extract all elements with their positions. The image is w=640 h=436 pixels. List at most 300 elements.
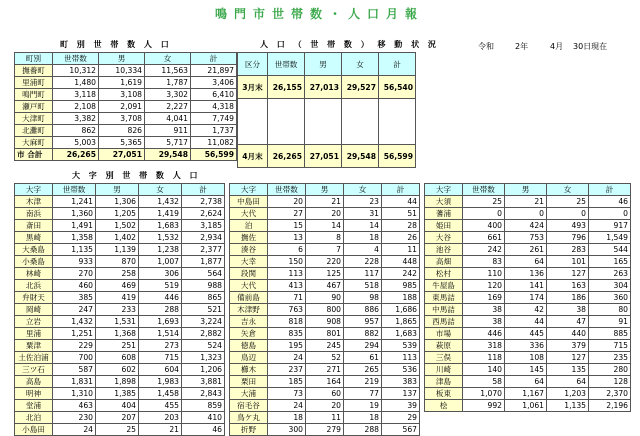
aza-name: 高島 <box>15 376 53 388</box>
machi-name: 大麻町 <box>15 137 53 149</box>
aza-name: 鳥ケ丸 <box>230 412 268 424</box>
aza-cell: 1,419 <box>139 208 182 220</box>
aza-cell: 1,203 <box>547 388 589 400</box>
aza-cell: 101 <box>547 256 589 268</box>
aza-cell: 135 <box>547 364 589 376</box>
aza-cell: 446 <box>463 328 505 340</box>
aza-cell: 38 <box>463 316 505 328</box>
movement-col-header: 区分 <box>238 53 268 76</box>
aza-cell: 1,238 <box>139 244 182 256</box>
aza-name: 林崎 <box>15 268 53 280</box>
aza-col-header: 女 <box>139 184 182 196</box>
machi-col-header: 町別 <box>15 53 53 65</box>
aza-cell: 51 <box>382 208 420 220</box>
aza-cell: 203 <box>139 412 182 424</box>
aza-cell: 0 <box>589 208 631 220</box>
aza-cell: 185 <box>268 376 306 388</box>
aza-row <box>230 412 420 424</box>
aza-col-header: 世帯数 <box>268 184 306 196</box>
machi-name: 撫養町 <box>15 65 53 77</box>
aza-cell: 1,135 <box>547 400 589 412</box>
aza-name: 木津 <box>15 196 53 208</box>
aza-row <box>15 340 225 352</box>
aza-cell: 835 <box>268 328 306 340</box>
aza-row <box>230 400 420 412</box>
aza-col-header: 世帯数 <box>53 184 96 196</box>
aza-cell: 125 <box>306 268 344 280</box>
aza-row <box>15 244 225 256</box>
movement-cell: 29,527 <box>342 76 379 99</box>
aza-cell: 283 <box>547 244 589 256</box>
aza-row <box>230 208 420 220</box>
movement-cell: 27,013 <box>305 76 342 99</box>
aza-cell: 294 <box>344 340 382 352</box>
aza-cell: 1,061 <box>505 400 547 412</box>
aza-name: 黒崎 <box>15 232 53 244</box>
aza-name: 大桑島 <box>15 244 53 256</box>
aza-cell: 493 <box>547 220 589 232</box>
aza-name: 徳島 <box>230 340 268 352</box>
aza-cell: 25 <box>547 196 589 208</box>
aza-cell: 519 <box>139 280 182 292</box>
aza-cell: 753 <box>505 232 547 244</box>
machi-cell: 2,227 <box>145 101 191 113</box>
aza-cell: 237 <box>268 364 306 376</box>
aza-cell: 242 <box>382 268 420 280</box>
aza-cell: 137 <box>382 388 420 400</box>
machi-name: 大津町 <box>15 113 53 125</box>
aza-cell: 1,139 <box>96 244 139 256</box>
aza-cell: 20 <box>306 208 344 220</box>
aza-name: 撫佐 <box>230 232 268 244</box>
aza-name: 池谷 <box>425 244 463 256</box>
date-era: 令和 <box>478 42 494 51</box>
aza-cell: 379 <box>547 340 589 352</box>
aza-cell: 61 <box>344 352 382 364</box>
machi-cell: 5,365 <box>99 137 145 149</box>
aza-cell: 14 <box>344 220 382 232</box>
aza-cell: 1,241 <box>53 196 96 208</box>
aza-cell: 2,624 <box>182 208 225 220</box>
aza-cell: 220 <box>306 256 344 268</box>
aza-cell: 136 <box>505 268 547 280</box>
aza-cell: 463 <box>53 400 96 412</box>
aza-row <box>230 232 420 244</box>
aza-cell: 3,185 <box>182 220 225 232</box>
aza-name: 三ツ石 <box>15 364 53 376</box>
aza-cell: 270 <box>53 268 96 280</box>
aza-cell: 23 <box>344 196 382 208</box>
aza-cell: 14 <box>306 220 344 232</box>
aza-cell: 25 <box>96 424 139 436</box>
aza-cell: 567 <box>382 424 420 436</box>
aza-name: 大代 <box>230 280 268 292</box>
aza-name: 土佐泊浦 <box>15 352 53 364</box>
aza-row <box>425 352 631 364</box>
aza-cell: 261 <box>505 244 547 256</box>
aza-row <box>230 364 420 376</box>
aza-row <box>425 268 631 280</box>
aza-cell: 1,693 <box>139 316 182 328</box>
aza-row <box>15 280 225 292</box>
aza-table-1 <box>14 183 225 436</box>
aza-cell: 140 <box>463 364 505 376</box>
machi-col-header: 男 <box>99 53 145 65</box>
aza-cell: 336 <box>505 340 547 352</box>
machi-cell: 2,108 <box>53 101 99 113</box>
aza-row <box>425 304 631 316</box>
aza-cell: 117 <box>344 268 382 280</box>
aza-cell: 1,167 <box>505 388 547 400</box>
aza-cell: 988 <box>182 280 225 292</box>
aza-cell: 118 <box>463 352 505 364</box>
aza-cell: 21 <box>306 196 344 208</box>
aza-cell: 263 <box>589 268 631 280</box>
aza-cell: 1,531 <box>96 316 139 328</box>
aza-cell: 18 <box>344 232 382 244</box>
aza-cell: 42 <box>505 304 547 316</box>
aza-heading: 大 字 別 世 帯 数 人 口 <box>72 171 201 180</box>
aza-cell: 985 <box>382 280 420 292</box>
aza-name: 桧 <box>425 400 463 412</box>
aza-cell: 60 <box>306 388 344 400</box>
aza-name: 板東 <box>425 388 463 400</box>
aza-cell: 661 <box>463 232 505 244</box>
aza-cell: 265 <box>344 364 382 376</box>
aza-cell: 1,898 <box>96 376 139 388</box>
aza-cell: 3,224 <box>182 316 225 328</box>
machi-total-row <box>15 149 237 161</box>
aza-cell: 518 <box>344 280 382 292</box>
movement-row-march <box>238 76 416 99</box>
machi-name: 里浦町 <box>15 77 53 89</box>
aza-name: 市場 <box>425 328 463 340</box>
aza-cell: 19 <box>344 400 382 412</box>
aza-cell: 165 <box>589 256 631 268</box>
aza-col-header: 男 <box>96 184 139 196</box>
aza-cell: 71 <box>268 292 306 304</box>
aza-name: 牛屋島 <box>425 280 463 292</box>
aza-cell: 247 <box>53 304 96 316</box>
aza-cell: 0 <box>463 208 505 220</box>
machi-cell: 11,563 <box>145 65 191 77</box>
aza-cell: 1,683 <box>139 220 182 232</box>
machi-name: 鳴門町 <box>15 89 53 101</box>
movement-cell: 26,265 <box>268 145 305 168</box>
aza-cell: 1,549 <box>589 232 631 244</box>
aza-cell: 445 <box>505 328 547 340</box>
aza-cell: 469 <box>96 280 139 292</box>
aza-cell: 1,205 <box>96 208 139 220</box>
aza-cell: 404 <box>96 400 139 412</box>
aza-row <box>230 376 420 388</box>
aza-cell: 52 <box>306 352 344 364</box>
aza-cell: 77 <box>344 388 382 400</box>
aza-cell: 83 <box>463 256 505 268</box>
aza-cell: 1,368 <box>96 328 139 340</box>
aza-cell: 127 <box>547 268 589 280</box>
aza-cell: 2,882 <box>182 328 225 340</box>
aza-cell: 524 <box>182 340 225 352</box>
aza-cell: 39 <box>382 400 420 412</box>
aza-name: 備前島 <box>230 292 268 304</box>
movement-col-header: 女 <box>342 53 379 76</box>
aza-name: 松村 <box>425 268 463 280</box>
aza-cell: 604 <box>139 364 182 376</box>
aza-cell: 27 <box>268 208 306 220</box>
date-year: 2年 <box>515 42 529 51</box>
machi-cell: 911 <box>145 125 191 137</box>
aza-cell: 933 <box>53 256 96 268</box>
aza-cell: 6 <box>268 244 306 256</box>
machi-row <box>15 77 237 89</box>
machi-col-header: 女 <box>145 53 191 65</box>
aza-cell: 700 <box>53 352 96 364</box>
aza-row <box>425 220 631 232</box>
aza-name: 三俣 <box>425 352 463 364</box>
aza-cell: 20 <box>306 400 344 412</box>
aza-cell: 413 <box>268 280 306 292</box>
aza-cell: 24 <box>268 400 306 412</box>
aza-cell: 24 <box>53 424 96 436</box>
aza-cell: 306 <box>139 268 182 280</box>
aza-name: 東馬詰 <box>425 292 463 304</box>
movement-cell: 26,155 <box>268 76 305 99</box>
aza-cell: 288 <box>344 424 382 436</box>
aza-cell: 544 <box>589 244 631 256</box>
aza-cell: 251 <box>96 340 139 352</box>
aza-row <box>230 352 420 364</box>
machi-table <box>14 52 237 161</box>
aza-row <box>15 208 225 220</box>
aza-cell: 242 <box>463 244 505 256</box>
aza-cell: 410 <box>182 412 225 424</box>
aza-row <box>15 196 225 208</box>
aza-row <box>425 244 631 256</box>
aza-cell: 273 <box>139 340 182 352</box>
aza-col-header: 女 <box>547 184 589 196</box>
aza-cell: 419 <box>96 292 139 304</box>
aza-name: 北浜 <box>15 280 53 292</box>
aza-cell: 957 <box>344 316 382 328</box>
aza-row <box>230 256 420 268</box>
aza-cell: 2,843 <box>182 388 225 400</box>
aza-name: 折野 <box>230 424 268 436</box>
aza-cell: 801 <box>306 328 344 340</box>
aza-cell: 1,831 <box>53 376 96 388</box>
aza-cell: 169 <box>463 292 505 304</box>
aza-cell: 1,877 <box>182 256 225 268</box>
aza-cell: 1,491 <box>53 220 96 232</box>
machi-cell: 7,749 <box>191 113 237 125</box>
aza-cell: 917 <box>589 220 631 232</box>
aza-col-header: 計 <box>182 184 225 196</box>
aza-row <box>15 376 225 388</box>
total-cell: 56,599 <box>191 149 237 161</box>
aza-name: 高畑 <box>425 256 463 268</box>
aza-row <box>230 220 420 232</box>
aza-cell: 98 <box>344 292 382 304</box>
aza-cell: 870 <box>96 256 139 268</box>
aza-cell: 440 <box>547 328 589 340</box>
aza-cell: 587 <box>53 364 96 376</box>
aza-row <box>230 268 420 280</box>
aza-row <box>425 388 631 400</box>
aza-cell: 1,683 <box>382 328 420 340</box>
machi-header-row <box>15 53 237 65</box>
aza-name: 吉永 <box>230 316 268 328</box>
aza-cell: 455 <box>139 400 182 412</box>
aza-row <box>15 232 225 244</box>
machi-cell: 3,108 <box>99 89 145 101</box>
movement-period: 3月末 <box>238 76 268 99</box>
aza-cell: 21 <box>139 424 182 436</box>
machi-name: 瀬戸町 <box>15 101 53 113</box>
aza-cell: 385 <box>53 292 96 304</box>
aza-name: 津島 <box>425 376 463 388</box>
aza-cell: 233 <box>96 304 139 316</box>
machi-cell: 4,318 <box>191 101 237 113</box>
machi-cell: 10,312 <box>53 65 99 77</box>
aza-cell: 763 <box>268 304 306 316</box>
aza-cell: 318 <box>463 340 505 352</box>
movement-cell: 29,548 <box>342 145 379 168</box>
aza-row <box>230 244 420 256</box>
aza-cell: 18 <box>344 412 382 424</box>
aza-cell: 230 <box>53 412 96 424</box>
aza-cell: 1,402 <box>96 232 139 244</box>
total-label: 市 合計 <box>15 149 53 161</box>
aza-cell: 1,251 <box>53 328 96 340</box>
aza-name: 湊谷 <box>230 244 268 256</box>
aza-cell: 1,206 <box>182 364 225 376</box>
aza-cell: 908 <box>306 316 344 328</box>
aza-cell: 113 <box>268 268 306 280</box>
aza-cell: 446 <box>139 292 182 304</box>
aza-cell: 467 <box>306 280 344 292</box>
aza-cell: 271 <box>306 364 344 376</box>
aza-col-header: 計 <box>589 184 631 196</box>
aza-cell: 1,070 <box>463 388 505 400</box>
aza-row <box>425 196 631 208</box>
movement-heading: 人 口 （ 世 帯 数 ） 移 動 状 況 <box>260 40 439 49</box>
aza-cell: 1,983 <box>139 376 182 388</box>
aza-cell: 18 <box>268 412 306 424</box>
aza-cell: 91 <box>589 316 631 328</box>
aza-cell: 460 <box>53 280 96 292</box>
aza-cell: 1,323 <box>182 352 225 364</box>
aza-name: 粟津 <box>15 340 53 352</box>
aza-cell: 11 <box>382 244 420 256</box>
aza-cell: 536 <box>382 364 420 376</box>
aza-row <box>425 280 631 292</box>
aza-cell: 4 <box>344 244 382 256</box>
aza-row <box>230 388 420 400</box>
aza-cell: 64 <box>505 376 547 388</box>
aza-cell: 28 <box>382 220 420 232</box>
machi-cell: 1,787 <box>145 77 191 89</box>
movement-row-april <box>238 145 416 168</box>
aza-cell: 15 <box>268 220 306 232</box>
aza-cell: 882 <box>344 328 382 340</box>
movement-col-header: 男 <box>305 53 342 76</box>
aza-row <box>15 268 225 280</box>
aza-cell: 127 <box>547 352 589 364</box>
aza-cell: 113 <box>382 352 420 364</box>
aza-cell: 174 <box>505 292 547 304</box>
aza-cell: 2,370 <box>589 388 631 400</box>
aza-cell: 46 <box>589 196 631 208</box>
aza-header-row <box>230 184 420 196</box>
aza-cell: 228 <box>344 256 382 268</box>
machi-row <box>15 125 237 137</box>
aza-name: 矢倉 <box>230 328 268 340</box>
movement-cell: 56,540 <box>379 76 416 99</box>
machi-cell: 1,737 <box>191 125 237 137</box>
aza-name: 大浦 <box>230 388 268 400</box>
aza-cell: 1,686 <box>382 304 420 316</box>
aza-cell: 25 <box>463 196 505 208</box>
aza-row <box>425 340 631 352</box>
aza-table-2 <box>229 183 420 436</box>
aza-cell: 164 <box>306 376 344 388</box>
aza-name: 南浜 <box>15 208 53 220</box>
aza-row <box>230 292 420 304</box>
aza-col-header: 世帯数 <box>463 184 505 196</box>
aza-cell: 229 <box>53 340 96 352</box>
aza-cell: 859 <box>182 400 225 412</box>
aza-col-header: 男 <box>505 184 547 196</box>
aza-cell: 44 <box>382 196 420 208</box>
aza-cell: 1,532 <box>139 232 182 244</box>
aza-row <box>425 364 631 376</box>
aza-cell: 46 <box>182 424 225 436</box>
machi-cell: 862 <box>53 125 99 137</box>
machi-cell: 3,382 <box>53 113 99 125</box>
machi-cell: 1,480 <box>53 77 99 89</box>
aza-row <box>15 352 225 364</box>
aza-cell: 13 <box>268 232 306 244</box>
machi-cell: 6,410 <box>191 89 237 101</box>
aza-col-header: 大字 <box>230 184 268 196</box>
aza-cell: 1,310 <box>53 388 96 400</box>
aza-cell: 288 <box>139 304 182 316</box>
machi-cell: 3,406 <box>191 77 237 89</box>
aza-cell: 360 <box>589 292 631 304</box>
aza-row <box>230 316 420 328</box>
aza-header-row <box>15 184 225 196</box>
aza-cell: 2,934 <box>182 232 225 244</box>
aza-cell: 280 <box>589 364 631 376</box>
aza-cell: 564 <box>182 268 225 280</box>
aza-cell: 73 <box>268 388 306 400</box>
aza-cell: 0 <box>547 208 589 220</box>
aza-row <box>15 304 225 316</box>
aza-col-header: 大字 <box>15 184 53 196</box>
aza-name: 中島田 <box>230 196 268 208</box>
aza-name: 段関 <box>230 268 268 280</box>
aza-cell: 24 <box>268 352 306 364</box>
machi-cell: 4,041 <box>145 113 191 125</box>
aza-name: 宿毛谷 <box>230 400 268 412</box>
aza-name: 立岩 <box>15 316 53 328</box>
aza-name: 泊 <box>230 220 268 232</box>
machi-col-header: 計 <box>191 53 237 65</box>
aza-cell: 1,306 <box>96 196 139 208</box>
aza-name: 栗田 <box>230 376 268 388</box>
aza-cell: 715 <box>589 340 631 352</box>
aza-cell: 186 <box>547 292 589 304</box>
